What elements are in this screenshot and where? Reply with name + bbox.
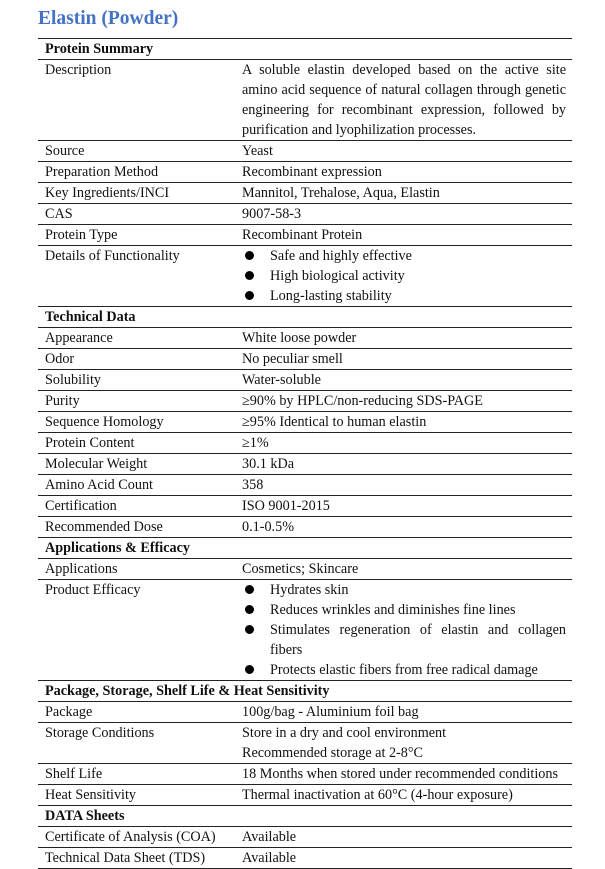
- row-value: ≥1%: [235, 433, 572, 454]
- table-row: [38, 60, 572, 141]
- row-value: [235, 246, 572, 307]
- row-label: Recommended Dose: [38, 517, 235, 538]
- row-label: Purity: [38, 391, 235, 412]
- row-value: Recombinant Protein: [235, 225, 572, 246]
- row-value: Yeast: [235, 141, 572, 162]
- storage-line: Recommended storage at 2-8°C: [242, 745, 423, 761]
- row-value: [235, 580, 572, 681]
- row-value: 100g/bag - Aluminium foil bag: [235, 702, 572, 723]
- row-value: 358: [235, 475, 572, 496]
- list-item: Safe and highly effective: [242, 246, 566, 266]
- row-value: [235, 723, 572, 764]
- table-row: [38, 370, 572, 391]
- list-item: Long-lasting stability: [242, 286, 566, 306]
- table-row: [38, 183, 572, 204]
- spec-table: [38, 38, 572, 869]
- row-value: Thermal inactivation at 60°C (4-hour exposure): [235, 785, 572, 806]
- table-row: [38, 827, 572, 848]
- row-label: Molecular Weight: [38, 454, 235, 475]
- row-label: Sequence Homology: [38, 412, 235, 433]
- table-row: [38, 433, 572, 454]
- section-header-row: [38, 806, 572, 827]
- row-label: Appearance: [38, 328, 235, 349]
- table-row: [38, 848, 572, 869]
- row-value: Mannitol, Trehalose, Aqua, Elastin: [235, 183, 572, 204]
- row-value: 9007-58-3: [235, 204, 572, 225]
- section-heading: DATA Sheets: [38, 806, 572, 827]
- row-label: Package: [38, 702, 235, 723]
- table-row: [38, 349, 572, 370]
- row-value: No peculiar smell: [235, 349, 572, 370]
- row-value: White loose powder: [235, 328, 572, 349]
- table-row: [38, 204, 572, 225]
- table-row: [38, 517, 572, 538]
- row-label: Protein Content: [38, 433, 235, 454]
- row-label: CAS: [38, 204, 235, 225]
- row-value: 18 Months when stored under recommended conditions: [235, 764, 572, 785]
- table-row: [38, 475, 572, 496]
- row-label: Preparation Method: [38, 162, 235, 183]
- row-label: Description: [38, 60, 235, 141]
- list-item: Reduces wrinkles and diminishes fine lines: [242, 600, 566, 620]
- table-row: [38, 391, 572, 412]
- table-row: [38, 580, 572, 681]
- table-row: [38, 162, 572, 183]
- table-row: [38, 785, 572, 806]
- table-row: [38, 702, 572, 723]
- row-label: Shelf Life: [38, 764, 235, 785]
- row-label: Applications: [38, 559, 235, 580]
- section-header-row: [38, 681, 572, 702]
- section-heading: Protein Summary: [38, 39, 572, 60]
- table-row: [38, 141, 572, 162]
- table-row: [38, 559, 572, 580]
- row-label: Protein Type: [38, 225, 235, 246]
- row-value: ISO 9001-2015: [235, 496, 572, 517]
- row-label: Source: [38, 141, 235, 162]
- row-value: 30.1 kDa: [235, 454, 572, 475]
- bullet-list: [242, 580, 566, 680]
- row-label: Odor: [38, 349, 235, 370]
- row-value: ≥95% Identical to human elastin: [235, 412, 572, 433]
- row-value: A soluble elastin developed based on the active site amino acid sequence of natural collagen through genetic engineering for recombinant expression, followed by purification and lyophilization processes.: [235, 60, 572, 141]
- row-label: Product Efficacy: [38, 580, 235, 681]
- row-label: Heat Sensitivity: [38, 785, 235, 806]
- row-label: Key Ingredients/INCI: [38, 183, 235, 204]
- table-row: [38, 412, 572, 433]
- row-value: Recombinant expression: [235, 162, 572, 183]
- bullet-list: [242, 246, 566, 306]
- row-value: 0.1-0.5%: [235, 517, 572, 538]
- table-row: [38, 328, 572, 349]
- table-row: [38, 225, 572, 246]
- section-heading: Applications & Efficacy: [38, 538, 572, 559]
- list-item: Stimulates regeneration of elastin and collagen fibers: [242, 620, 566, 660]
- table-row: [38, 723, 572, 764]
- row-label: Solubility: [38, 370, 235, 391]
- table-row: [38, 246, 572, 307]
- row-value: Cosmetics; Skincare: [235, 559, 572, 580]
- row-value: Water-soluble: [235, 370, 572, 391]
- row-value: Available: [235, 827, 572, 848]
- section-heading: Package, Storage, Shelf Life & Heat Sensitivity: [38, 681, 572, 702]
- list-item: High biological activity: [242, 266, 566, 286]
- row-label: Details of Functionality: [38, 246, 235, 307]
- row-value: Available: [235, 848, 572, 869]
- table-row: [38, 764, 572, 785]
- section-header-row: [38, 307, 572, 328]
- section-header-row: [38, 538, 572, 559]
- row-label: Storage Conditions: [38, 723, 235, 764]
- section-heading: Technical Data: [38, 307, 572, 328]
- row-value: ≥90% by HPLC/non-reducing SDS-PAGE: [235, 391, 572, 412]
- row-label: Amino Acid Count: [38, 475, 235, 496]
- table-row: [38, 496, 572, 517]
- list-item: Protects elastic fibers from free radical damage: [242, 660, 566, 680]
- list-item: Hydrates skin: [242, 580, 566, 600]
- storage-line: Store in a dry and cool environment: [242, 725, 447, 741]
- document-title: Elastin (Powder): [38, 8, 179, 29]
- row-label: Technical Data Sheet (TDS): [38, 848, 235, 869]
- table-row: [38, 454, 572, 475]
- row-label: Certification: [38, 496, 235, 517]
- section-header-row: [38, 39, 572, 60]
- row-label: Certificate of Analysis (COA): [38, 827, 235, 848]
